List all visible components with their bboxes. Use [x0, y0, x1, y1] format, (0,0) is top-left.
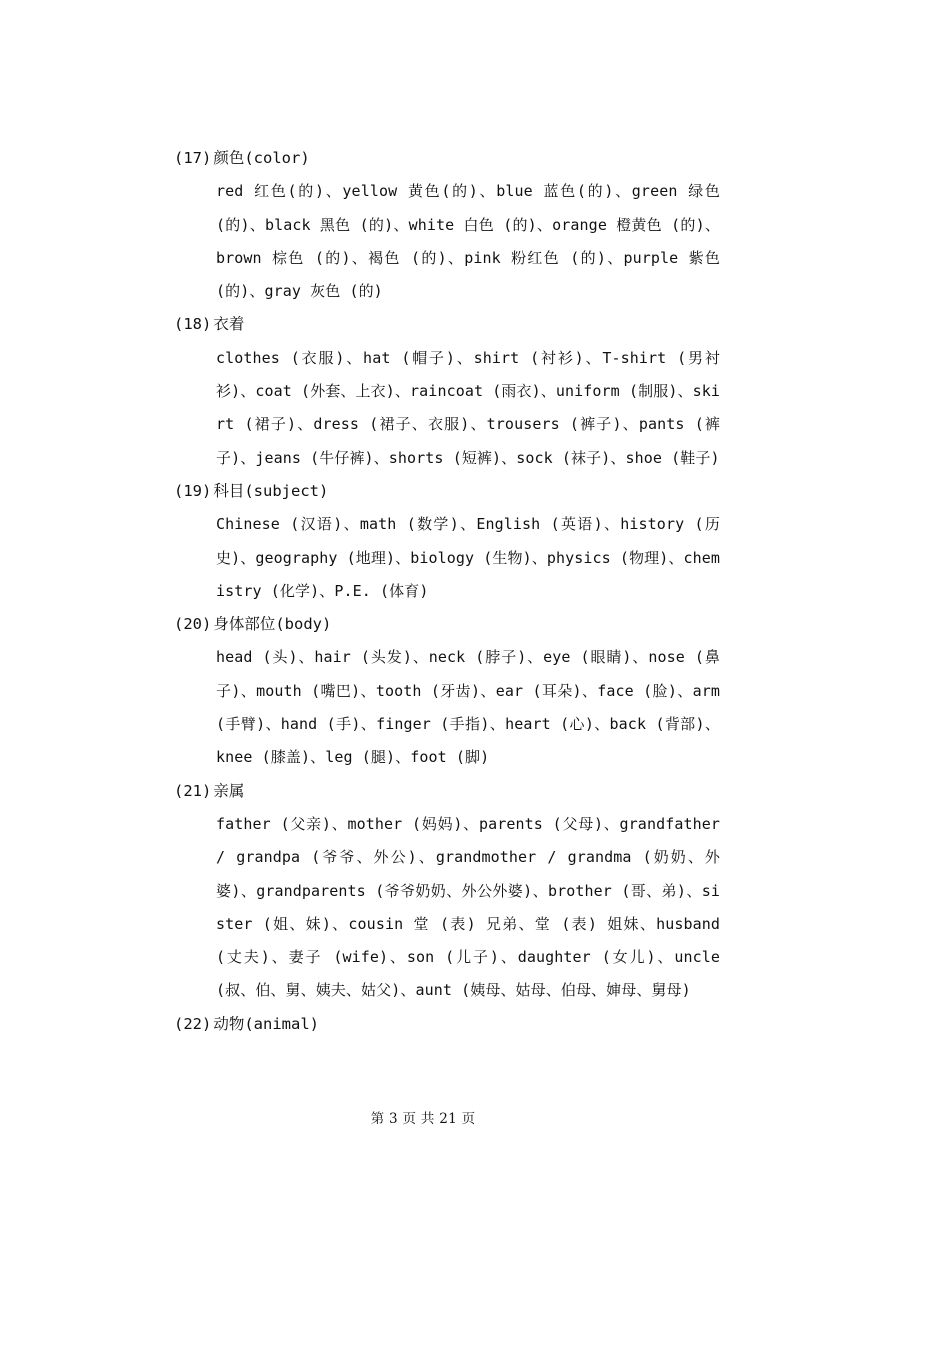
page-footer: 第 3 页 共 21 页: [370, 1111, 476, 1127]
section-title: 颜色(color): [213, 149, 310, 167]
section-heading: [174, 142, 734, 175]
vocabulary-content: [174, 142, 734, 1041]
section-heading: [174, 608, 734, 641]
section-clothes: [174, 308, 734, 474]
section-heading: [174, 775, 734, 808]
section-title: 衣着: [213, 315, 245, 334]
section-number: (19): [174, 481, 212, 500]
section-body: Chinese (汉语)、math (数学)、English (英语)、history (历史)、geography (地理)、biology (生物)、physics (物理)、chemistry (化学)、P.E. (体育): [216, 515, 720, 600]
section-heading: [174, 1008, 734, 1041]
section-number: (20): [174, 615, 212, 634]
section-number: (18): [174, 315, 212, 334]
section-title: 科目(subject): [213, 481, 329, 500]
section-heading: [174, 475, 734, 508]
section-body-parts: [174, 608, 734, 774]
section-body: head (头)、hair (头发)、neck (脖子)、eye (眼睛)、nose (鼻子)、mouth (嘴巴)、tooth (牙齿)、ear (耳朵)、face (脸)、arm (手臂)、hand (手)、finger (手指)、heart (心)、back (背部)、knee (膝盖)、leg (腿)、foot (脚): [216, 648, 720, 767]
section-heading: [174, 308, 734, 341]
section-animals: [174, 1008, 734, 1041]
section-number: (17): [174, 149, 212, 167]
section-body: father (父亲)、mother (妈妈)、parents (父母)、grandfather / grandpa (爷爷、外公)、grandmother / grandma (奶奶、外婆)、grandparents (爷爷奶奶、外公外婆)、brother (哥、弟)、sister (姐、妹)、cousin 堂 (表) 兄弟、堂 (表) 姐妹、husband (丈夫)、妻子 (wife)、son (儿子)、daughter (女儿)、uncle (叔、伯、舅、姨夫、姑父)、aunt (姨母、姑母、伯母、婶母、舅母): [216, 814, 720, 1000]
section-subjects: [174, 475, 734, 608]
section-body: clothes (衣服)、hat (帽子)、shirt (衬衫)、T-shirt (男衬衫)、coat (外套、上衣)、raincoat (雨衣)、uniform (制服)、skirt (裙子)、dress (裙子、衣服)、trousers (裤子)、pants (裤子)、jeans (牛仔裤)、shorts (短裤)、sock (袜子)、shoe (鞋子): [216, 348, 720, 467]
section-body: red 红色(的)、yellow 黄色(的)、blue 蓝色(的)、green 绿色(的)、black 黑色 (的)、white 白色 (的)、orange 橙黄色 (的)、brown 棕色 (的)、褐色 (的)、pink 粉红色 (的)、purple 紫色 (的)、gray 灰色 (的): [216, 182, 720, 301]
section-relatives: [174, 775, 734, 1008]
section-number: (21): [174, 781, 212, 800]
section-title: 亲属: [213, 781, 245, 800]
section-title: 身体部位(body): [213, 615, 332, 634]
section-title: 动物(animal): [213, 1014, 319, 1033]
section-number: (22): [174, 1014, 212, 1033]
section-colors: [174, 142, 734, 308]
